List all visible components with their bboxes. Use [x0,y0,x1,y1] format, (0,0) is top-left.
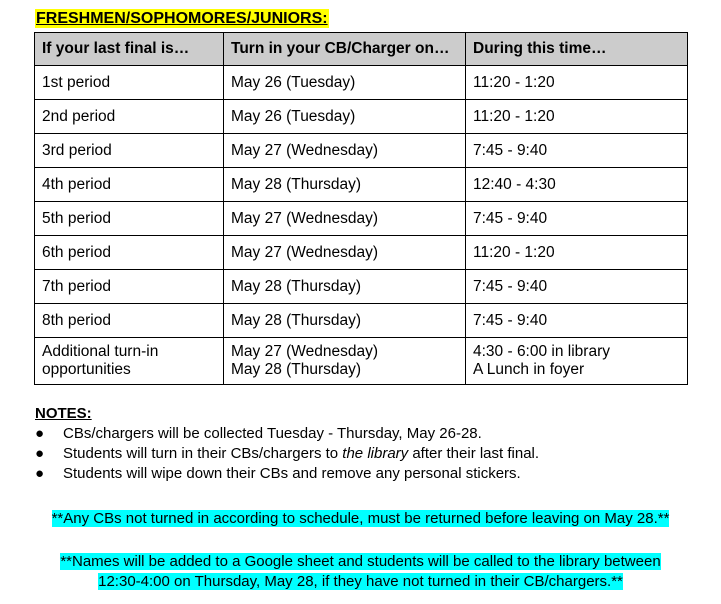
time-cell: 7:45 - 9:40 [466,304,688,338]
cell-line: May 28 (Thursday) [231,361,362,378]
period-cell [35,338,224,385]
callout-text: **Any CBs not turned in according to schedule, must be returned before leaving on May 28.** [51,510,670,527]
library-callout [0,552,721,592]
list-item [35,424,539,444]
notes-list [35,424,539,484]
table-header-row [35,33,688,66]
callout-text: **Names will be added to a Google sheet and students will be called to the library between [60,553,661,570]
date-cell: May 27 (Wednesday) [224,134,466,168]
note-emphasis: the library [342,445,409,462]
table-row-additional [35,338,688,385]
table-row [35,100,688,134]
cell-line: 4:30 - 6:00 in library [473,343,610,360]
cell-line: Additional turn-in [42,343,159,360]
notes-title: NOTES: [35,405,92,422]
date-cell: May 28 (Thursday) [224,168,466,202]
period-cell: 3rd period [35,134,224,168]
time-cell [466,338,688,385]
cell-line: opportunities [42,361,131,378]
table-row [35,168,688,202]
period-cell: 1st period [35,66,224,100]
date-cell: May 26 (Tuesday) [224,100,466,134]
section-heading: FRESHMEN/SOPHOMORES/JUNIORS: [36,10,328,27]
period-cell: 7th period [35,270,224,304]
date-cell: May 28 (Thursday) [224,304,466,338]
period-cell: 5th period [35,202,224,236]
bullet-icon: ● [35,445,45,462]
note-text: Students will wipe down their CBs and remove any personal stickers. [63,465,521,482]
date-cell: May 27 (Wednesday) [224,202,466,236]
note-text: after their last final. [408,445,540,462]
note-text: CBs/chargers will be collected Tuesday - Thursday, May 26-28. [63,425,482,442]
table-row [35,304,688,338]
column-header: If your last final is… [35,33,224,66]
cell-line: A Lunch in foyer [473,361,585,378]
deadline-callout [0,509,721,529]
table-row [35,66,688,100]
list-item [35,444,539,464]
period-cell: 8th period [35,304,224,338]
time-cell: 12:40 - 4:30 [466,168,688,202]
table-row [35,236,688,270]
period-cell: 6th period [35,236,224,270]
column-header: During this time… [466,33,688,66]
list-item [35,464,539,484]
date-cell: May 27 (Wednesday) [224,236,466,270]
bullet-icon: ● [35,465,45,482]
cell-line: May 27 (Wednesday) [231,343,379,360]
period-cell: 4th period [35,168,224,202]
time-cell: 7:45 - 9:40 [466,202,688,236]
column-header: Turn in your CB/Charger on… [224,33,466,66]
time-cell: 7:45 - 9:40 [466,270,688,304]
table-row [35,134,688,168]
date-cell: May 28 (Thursday) [224,270,466,304]
table-row [35,202,688,236]
notes-section [35,404,539,484]
time-cell: 7:45 - 9:40 [466,134,688,168]
table-row [35,270,688,304]
date-cell [224,338,466,385]
time-cell: 11:20 - 1:20 [466,236,688,270]
time-cell: 11:20 - 1:20 [466,66,688,100]
period-cell: 2nd period [35,100,224,134]
date-cell: May 26 (Tuesday) [224,66,466,100]
time-cell: 11:20 - 1:20 [466,100,688,134]
bullet-icon: ● [35,425,45,442]
turn-in-schedule-table [34,32,688,385]
note-text: Students will turn in their CBs/chargers to [63,445,343,462]
callout-text: 12:30-4:00 on Thursday, May 28, if they have not turned in their CB/chargers.** [98,573,623,590]
